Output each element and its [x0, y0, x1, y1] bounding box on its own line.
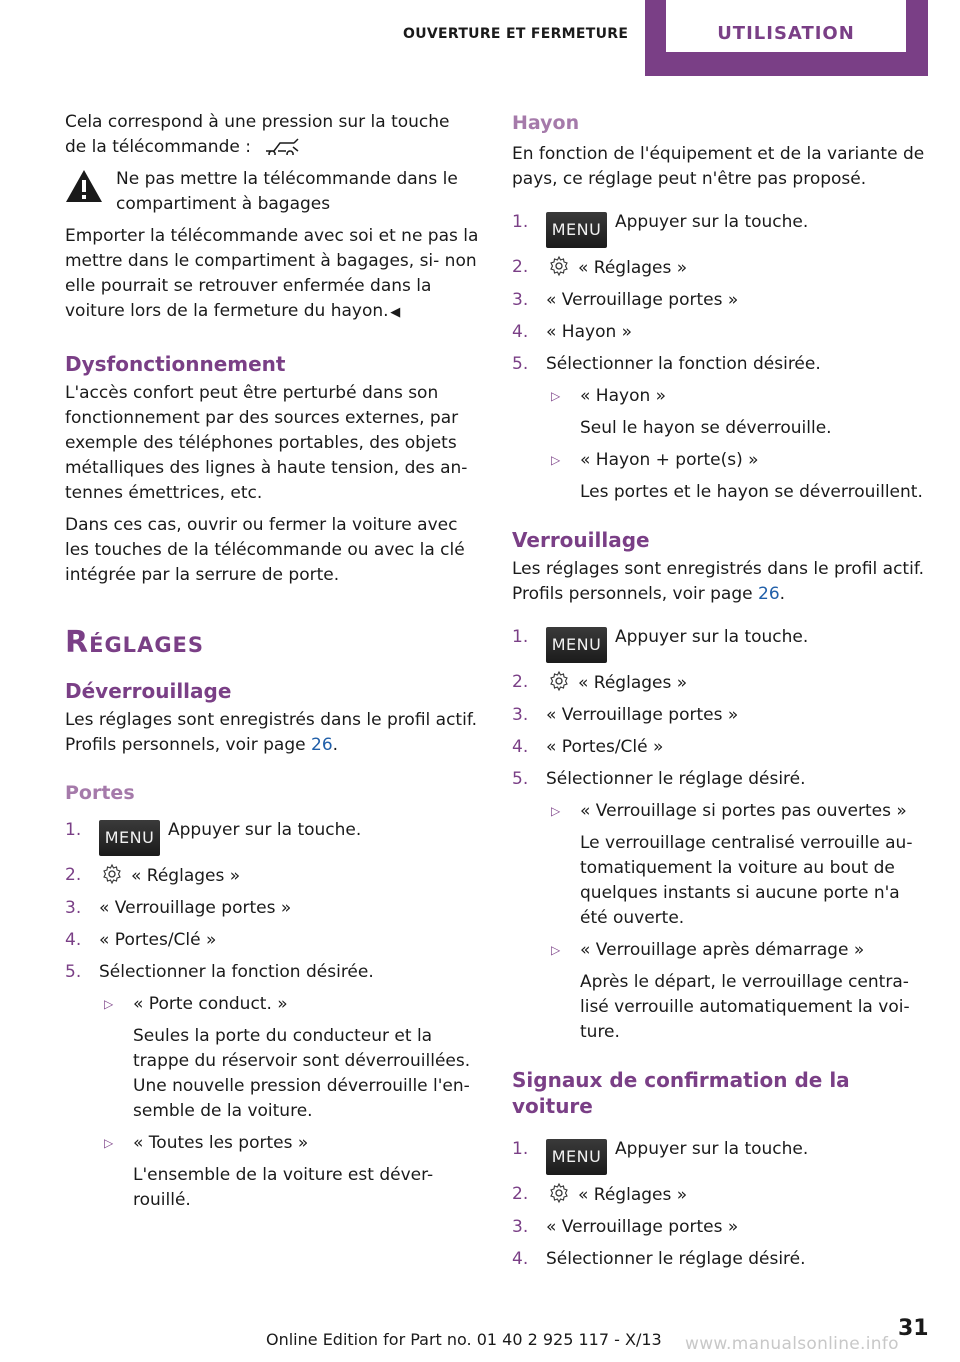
step-number: 3.: [512, 290, 529, 310]
step-item: [512, 1215, 932, 1240]
step-text: « Réglages »: [578, 258, 688, 278]
step-number: 2.: [512, 672, 529, 692]
left-column: [65, 110, 483, 1220]
lock-text: Les réglages sont enregistrés dans le profil actif. Profils personnels, voir page: [512, 559, 924, 604]
step-item: [65, 863, 483, 889]
intro-line-2: de la télécommande :: [65, 137, 251, 157]
warning-title: Ne pas mettre la télécommande dans le compartiment à bagages: [116, 169, 458, 214]
options-list: [546, 384, 932, 505]
triangle-bullet-icon: ▷: [551, 453, 561, 467]
malfunction-paragraph-2: Dans ces cas, ouvrir ou fermer la voiture avec les touches de la télécommande ou avec la clé intégrée par la serrure de porte.: [65, 515, 465, 585]
menu-button[interactable]: MENU: [546, 212, 607, 248]
step-number: 5.: [512, 354, 529, 374]
menu-button[interactable]: MENU: [546, 1139, 607, 1175]
step-text: « Réglages »: [578, 1185, 688, 1205]
doors-steps-list: [65, 818, 483, 1213]
step-item: [512, 352, 932, 505]
option-description: Les portes et le hayon se déverrouillent.: [580, 482, 923, 502]
option-title: « Verrouillage si portes pas ouvertes »: [580, 801, 907, 821]
option-title: « Porte conduct. »: [133, 994, 288, 1014]
step-text: Sélectionner le réglage désiré.: [546, 1249, 806, 1269]
step-text: Appuyer sur la touche.: [615, 627, 809, 647]
step-item: [65, 896, 483, 921]
step-number: 1.: [512, 627, 529, 647]
gear-icon: [548, 670, 570, 692]
car-tailgate-icon: [264, 137, 300, 155]
step-item: [512, 735, 932, 760]
lock-page-link[interactable]: 26: [758, 584, 780, 604]
header-tab-label: UTILISATION: [666, 0, 906, 52]
step-item: [512, 210, 932, 248]
footer-edition: Online Edition for Part no. 01 40 2 925 117 - X/13: [266, 1330, 662, 1349]
lock-steps-list: [512, 625, 932, 1045]
step-text: Appuyer sur la touche.: [615, 1139, 809, 1159]
option-description: Après le départ, le verrouillage centra- lisé verrouille automatiquement la voi- ture.: [580, 972, 910, 1042]
step-text: « Verrouillage portes »: [546, 290, 739, 310]
step-item: [512, 625, 932, 663]
step-text: « Verrouillage portes »: [546, 1217, 739, 1237]
step-number: 4.: [512, 737, 529, 757]
lock-paragraph: Les réglages sont enregistrés dans le profil actif. Profils personnels, voir page 26.: [512, 559, 924, 604]
option-item: [546, 448, 932, 505]
warning-triangle-icon: [65, 169, 103, 203]
malfunction-paragraph-1: L'accès confort peut être perturbé dans son fonctionnement par des sources externes, par exemple des téléphones portables, des objets métalliques des lignes à haute tension, des an- tennes émettrices, etc.: [65, 383, 468, 503]
doors-heading: Portes: [65, 782, 135, 804]
signal-steps-list: [512, 1137, 932, 1272]
triangle-bullet-icon: ▷: [551, 943, 561, 957]
step-number: 5.: [512, 769, 529, 789]
triangle-bullet-icon: ▷: [551, 804, 561, 818]
signal-heading: Signaux de confirmation de la voiture: [512, 1068, 850, 1118]
step-item: [65, 928, 483, 953]
option-title: « Verrouillage après démarrage »: [580, 940, 865, 960]
step-number: 3.: [512, 705, 529, 725]
step-text: « Portes/Clé »: [546, 737, 664, 757]
settings-heading: Réglages: [65, 625, 205, 660]
step-item: [65, 818, 483, 856]
step-number: 4.: [512, 1249, 529, 1269]
intro-line-1: Cela correspond à une pression sur la touche: [65, 112, 450, 132]
step-text: « Réglages »: [578, 673, 688, 693]
step-number: 1.: [65, 820, 82, 840]
step-text: « Verrouillage portes »: [99, 898, 292, 918]
step-text: « Réglages »: [131, 866, 241, 886]
step-number: 3.: [65, 898, 82, 918]
malfunction-heading: Dysfonctionnement: [65, 352, 286, 376]
step-item: [512, 670, 932, 696]
tailgate-steps-list: [512, 210, 932, 505]
intro-paragraph: [65, 110, 483, 160]
step-number: 1.: [512, 1139, 529, 1159]
option-description: Seules la porte du conducteur et la trappe du réservoir sont déverrouillées. Une nouvelle pression déverrouille l'en- semble de la voiture.: [133, 1026, 471, 1121]
option-title: « Hayon »: [580, 386, 667, 406]
header-section-title: OUVERTURE ET FERMETURE: [403, 26, 629, 42]
gear-icon: [101, 863, 123, 885]
step-text: « Verrouillage portes »: [546, 705, 739, 725]
option-item: [99, 992, 483, 1124]
step-number: 2.: [65, 865, 82, 885]
page-number: 31: [898, 1316, 929, 1341]
triangle-bullet-icon: ▷: [104, 997, 114, 1011]
option-description: Le verrouillage centralisé verrouille au- tomatiquement la voiture au bout de quelques instants si aucune porte n'a été ouverte.: [580, 833, 913, 928]
step-text: Sélectionner le réglage désiré.: [546, 769, 806, 789]
step-item: [512, 703, 932, 728]
step-text: Sélectionner la fonction désirée.: [99, 962, 374, 982]
end-mark: ◀: [390, 305, 401, 320]
step-item: [512, 320, 932, 345]
option-title: « Hayon + porte(s) »: [580, 450, 759, 470]
unlock-page-link[interactable]: 26: [311, 735, 333, 755]
option-description: Seul le hayon se déverrouille.: [580, 418, 832, 438]
step-number: 5.: [65, 962, 82, 982]
option-description: L'ensemble de la voiture est déver- rouillé.: [133, 1165, 434, 1210]
menu-button[interactable]: MENU: [99, 820, 160, 856]
right-column: [512, 110, 932, 1279]
step-text: Appuyer sur la touche.: [168, 820, 362, 840]
unlock-heading: Déverrouillage: [65, 679, 232, 703]
step-number: 1.: [512, 212, 529, 232]
step-text: « Portes/Clé »: [99, 930, 217, 950]
header-chapter-tab[interactable]: [645, 0, 928, 76]
menu-button[interactable]: MENU: [546, 627, 607, 663]
step-item: [512, 767, 932, 1045]
unlock-text: Les réglages sont enregistrés dans le profil actif. Profils personnels, voir page: [65, 710, 477, 755]
warning-block: [65, 167, 483, 217]
option-title: « Toutes les portes »: [133, 1133, 309, 1153]
warning-body-text: Emporter la télécommande avec soi et ne pas la mettre dans le compartiment à bagages, si- non elle pourrait se retrouver enfermée dans la voiture lors de la fermeture du hayon.: [65, 226, 479, 321]
tailgate-heading: Hayon: [512, 112, 580, 134]
step-item: [512, 255, 932, 281]
step-item: [512, 288, 932, 313]
step-item: [512, 1247, 932, 1272]
step-item: [512, 1182, 932, 1208]
step-number: 2.: [512, 1184, 529, 1204]
step-number: 4.: [65, 930, 82, 950]
step-text: « Hayon »: [546, 322, 633, 342]
unlock-paragraph: Les réglages sont enregistrés dans le profil actif. Profils personnels, voir page 26.: [65, 710, 477, 755]
triangle-bullet-icon: ▷: [551, 389, 561, 403]
step-number: 2.: [512, 257, 529, 277]
options-list: [546, 799, 932, 1045]
step-item: [512, 1137, 932, 1175]
gear-icon: [548, 255, 570, 277]
step-text: Sélectionner la fonction désirée.: [546, 354, 821, 374]
tailgate-paragraph: En fonction de l'équipement et de la variante de pays, ce réglage peut n'être pas proposé.: [512, 144, 925, 189]
option-item: [546, 938, 932, 1045]
step-number: 4.: [512, 322, 529, 342]
triangle-bullet-icon: ▷: [104, 1136, 114, 1150]
lock-heading: Verrouillage: [512, 528, 650, 552]
option-item: [99, 1131, 483, 1213]
step-item: [65, 960, 483, 1213]
step-text: Appuyer sur la touche.: [615, 212, 809, 232]
option-item: [546, 384, 932, 441]
warning-body: [65, 224, 483, 325]
step-number: 3.: [512, 1217, 529, 1237]
option-item: [546, 799, 932, 931]
options-list: [99, 992, 483, 1213]
watermark: www.manualsonline.info: [685, 1334, 899, 1354]
gear-icon: [548, 1182, 570, 1204]
